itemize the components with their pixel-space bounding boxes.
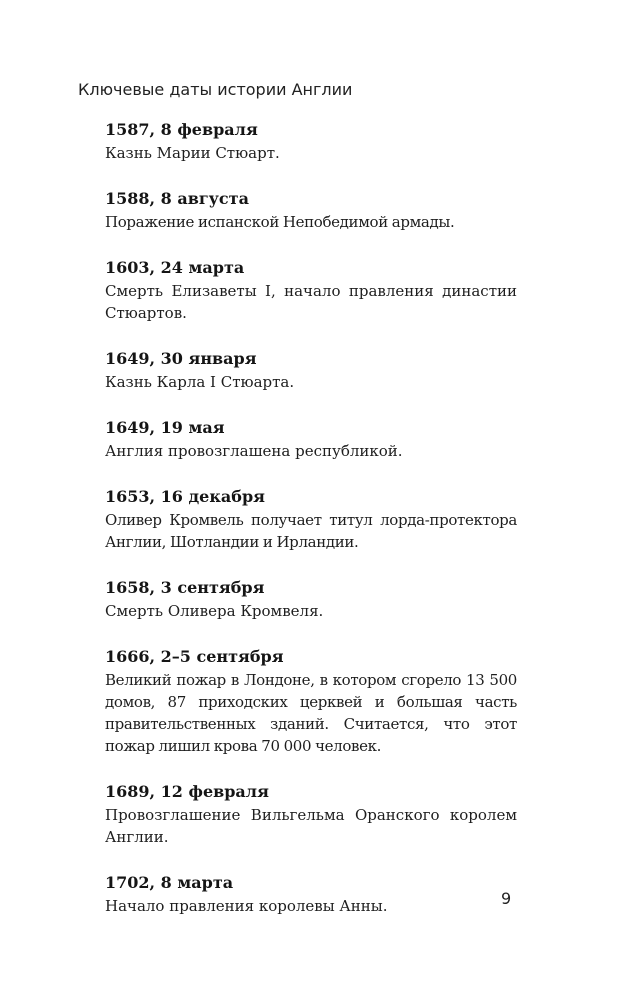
chronology-entry xyxy=(105,119,517,164)
chronology-entry xyxy=(105,646,517,757)
entry-date: 1653, 16 декабря xyxy=(105,487,265,506)
entry-description: Поражение испанской Непобедимой армады. xyxy=(105,213,455,231)
entry-description: Англия провозглашена республикой. xyxy=(105,442,403,460)
entry-description: Смерть Елизаветы I, начало правления династии Стюартов. xyxy=(105,282,517,322)
chronology-entry xyxy=(105,781,517,848)
chronology-entry xyxy=(105,348,517,393)
entry-description: Казнь Марии Стюарт. xyxy=(105,144,280,162)
entry-description: Великий пожар в Лондоне, в котором сгорело 13 500 домов, 87 приходских церквей и большая часть правительственных зданий. Считается, что этот пожар лишил крова 70 000 человек. xyxy=(105,671,517,755)
entry-date: 1689, 12 февраля xyxy=(105,782,269,801)
entry-date: 1649, 19 мая xyxy=(105,418,225,437)
entry-description: Оливер Кромвель получает титул лорда-протектора Англии, Шотландии и Ирландии. xyxy=(105,511,517,551)
entry-date: 1649, 30 января xyxy=(105,349,257,368)
chronology-entry xyxy=(105,417,517,462)
chronology-entry xyxy=(105,577,517,622)
chronology-entry xyxy=(105,257,517,324)
page-number: 9 xyxy=(501,889,512,908)
chronology-entry xyxy=(105,188,517,233)
chronology-list xyxy=(105,119,517,941)
entry-description: Начало правления королевы Анны. xyxy=(105,897,388,915)
entry-description: Провозглашение Вильгельма Оранского королем Англии. xyxy=(105,806,517,846)
entry-description: Казнь Карла I Стюарта. xyxy=(105,373,295,391)
entry-date: 1666, 2–5 сентября xyxy=(105,647,284,666)
chronology-entry xyxy=(105,872,517,917)
entry-date: 1702, 8 марта xyxy=(105,873,234,892)
chronology-entry xyxy=(105,486,517,553)
entry-date: 1588, 8 августа xyxy=(105,189,249,208)
entry-date: 1658, 3 сентября xyxy=(105,578,265,597)
entry-description: Смерть Оливера Кромвеля. xyxy=(105,602,324,620)
entry-date: 1603, 24 марта xyxy=(105,258,245,277)
entry-date: 1587, 8 февраля xyxy=(105,120,258,139)
running-head: Ключевые даты истории Англии xyxy=(78,80,353,99)
